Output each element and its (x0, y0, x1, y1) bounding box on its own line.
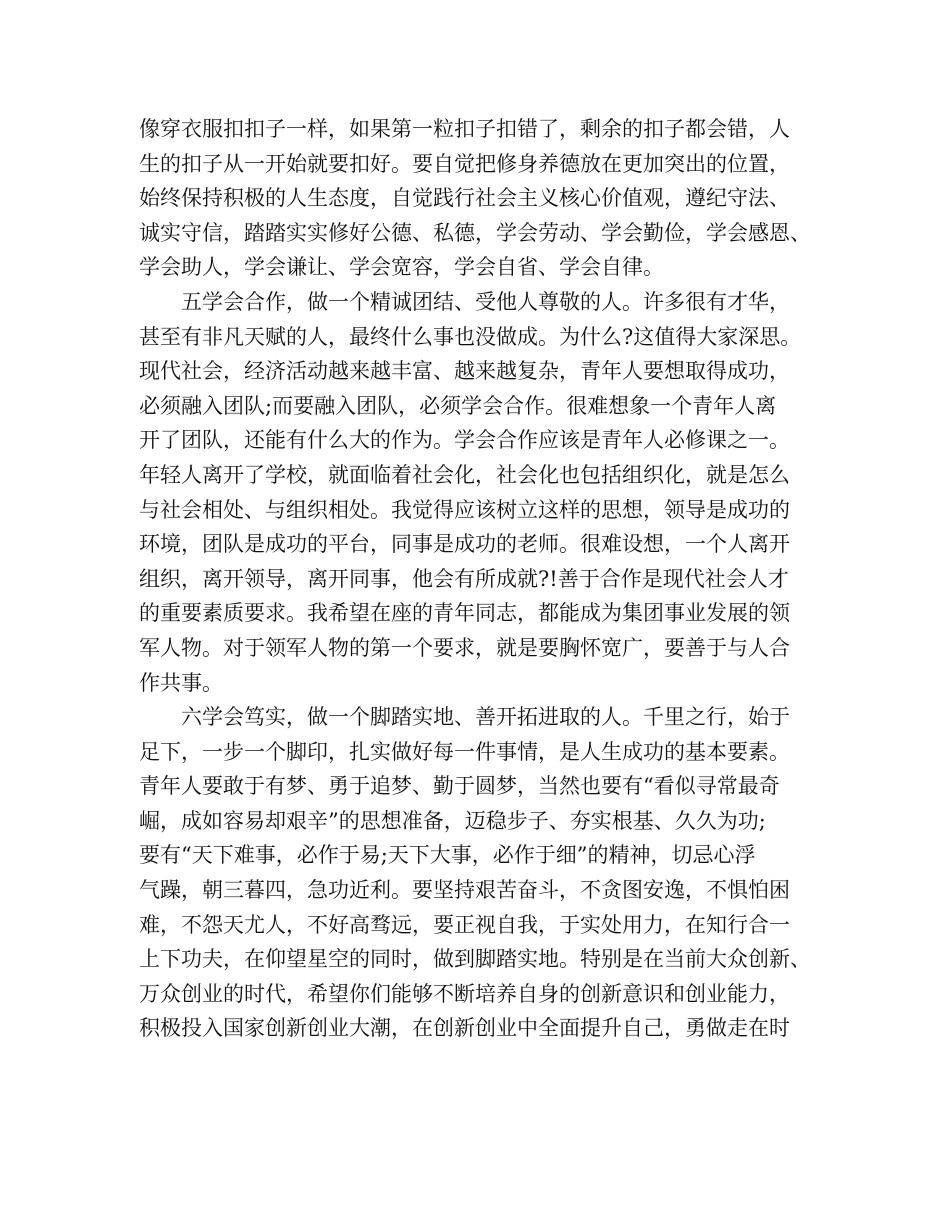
text-line: 甚至有非凡天赋的人，最终什么事也没做成。为什么?这值得大家深思。 (139, 324, 802, 349)
text-line: 开了团队，还能有什么大的作为。学会合作应该是青年人必修课之一。 (139, 428, 790, 453)
text-line: 军人物。对于领军人物的第一个要求，就是要胸怀宽广，要善于与人合 (139, 635, 790, 660)
body-text (139, 112, 811, 1046)
text-line: 年轻人离开了学校，就面临着社会化，社会化也包括组织化，就是怎么 (139, 462, 790, 487)
text-line: 上下功夫，在仰望星空的同时，做到脚踏实地。特别是在当前大众创新、 (139, 947, 811, 972)
text-line: 足下，一步一个脚印，扎实做好每一件事情，是人生成功的基本要素。 (139, 739, 790, 764)
text-line: 现代社会，经济活动越来越丰富、越来越复杂，青年人要想取得成功， (139, 359, 790, 384)
paragraph-start-line: 六学会笃实，做一个脚踏实地、善开拓进取的人。千里之行，始于 (181, 705, 790, 730)
text-line: 生的扣子从一开始就要扣好。要自觉把修身养德放在更加突出的位置， (139, 151, 790, 176)
text-line: 诚实守信，踏踏实实修好公德、私德，学会劳动、学会勤俭，学会感恩、 (139, 220, 811, 245)
text-line: 作共事。 (139, 670, 223, 695)
text-line: 难，不怨天尤人，不好高骛远，要正视自我，于实处用力，在知行合一 (139, 912, 790, 937)
text-line: 组织，离开领导，离开同事，他会有所成就?!善于合作是现代社会人才 (139, 566, 789, 591)
text-line: 与社会相处、与组织相处。我觉得应该树立这样的思想，领导是成功的 (139, 497, 790, 522)
text-line: 积极投入国家创新创业大潮，在创新创业中全面提升自己，勇做走在时 (139, 1016, 790, 1041)
text-line: 环境，团队是成功的平台，同事是成功的老师。很难设想，一个人离开 (139, 532, 790, 557)
text-line: 青年人要敢于有梦、勇于追梦、勤于圆梦，当然也要有“看似寻常最奇 (139, 774, 780, 799)
text-line: 像穿衣服扣扣子一样，如果第一粒扣子扣错了，剩余的扣子都会错，人 (139, 117, 790, 141)
text-line: 必须融入团队;而要融入团队，必须学会合作。很难想象一个青年人离 (139, 393, 777, 418)
text-line: 的重要素质要求。我希望在座的青年同志，都能成为集团事业发展的领 (139, 601, 790, 626)
text-line: 始终保持积极的人生态度，自觉践行社会主义核心价值观，遵纪守法、 (139, 186, 790, 211)
paragraph-start-line: 五学会合作，做一个精诚团结、受他人尊敬的人。许多很有才华， (181, 289, 790, 314)
text-line: 崛，成如容易却艰辛”的思想准备，迈稳步子、夯实根基、久久为功; (139, 808, 766, 833)
text-line: 气躁，朝三暮四，急功近利。要坚持艰苦奋斗，不贪图安逸，不惧怕困 (139, 878, 790, 903)
text-line: 要有“天下难事，必作于易;天下大事，必作于细”的精神，切忌心浮 (139, 843, 756, 868)
text-line: 万众创业的时代，希望你们能够不断培养自身的创新意识和创业能力， (139, 981, 790, 1006)
text-line: 学会助人，学会谦让、学会宽容，学会自省、学会自律。 (139, 255, 664, 280)
